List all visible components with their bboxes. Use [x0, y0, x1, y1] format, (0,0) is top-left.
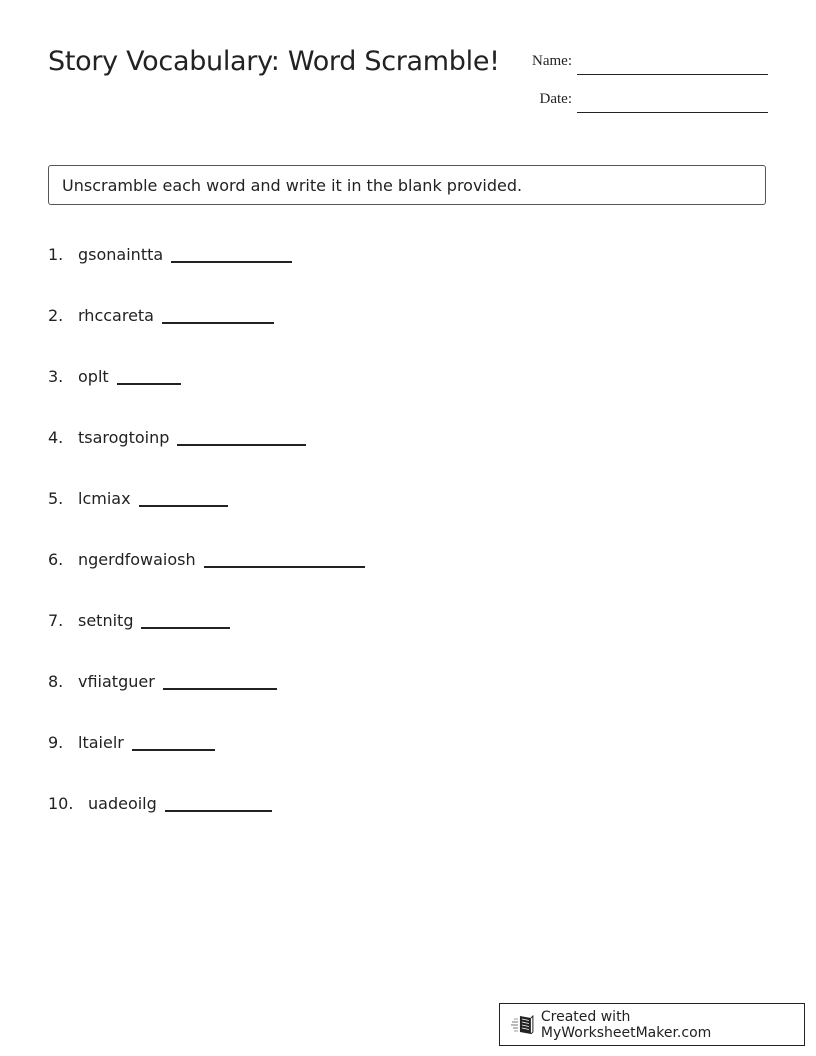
- list-item: [48, 672, 277, 691]
- item-number: 9.: [48, 733, 64, 752]
- list-item: [48, 794, 272, 813]
- list-item: [48, 367, 181, 386]
- instructions-text: Unscramble each word and write it in the blank provided.: [62, 175, 523, 195]
- list-item: [48, 428, 306, 447]
- scrambled-word: oplt: [78, 367, 109, 386]
- answer-blank[interactable]: [204, 565, 365, 568]
- scrambled-word: ltaielr: [78, 733, 124, 752]
- answer-blank[interactable]: [171, 260, 292, 263]
- item-number: 8.: [48, 672, 64, 691]
- scrambled-word: rhccareta: [78, 306, 154, 325]
- answer-blank[interactable]: [163, 687, 277, 690]
- scrambled-word: lcmiax: [78, 489, 131, 508]
- item-number: 4.: [48, 428, 64, 447]
- scrambled-word: tsarogtoinp: [78, 428, 170, 447]
- page-title: Story Vocabulary: Word Scramble!: [48, 46, 500, 77]
- footer-text: Created with MyWorksheetMaker.com: [540, 1008, 712, 1041]
- answer-blank[interactable]: [162, 321, 274, 324]
- list-item: [48, 550, 365, 569]
- name-label: Name:: [532, 53, 572, 69]
- footer-badge: [499, 1003, 805, 1046]
- item-number: 5.: [48, 489, 64, 508]
- date-label: Date:: [539, 91, 572, 107]
- scrambled-word: gsonaintta: [78, 245, 164, 264]
- name-blank[interactable]: [577, 74, 768, 75]
- date-field-row: [520, 90, 770, 114]
- item-number: 2.: [48, 306, 64, 325]
- list-item: [48, 489, 228, 508]
- answer-blank[interactable]: [132, 748, 215, 751]
- worksheet-logo-icon: [511, 1014, 535, 1036]
- answer-blank[interactable]: [139, 504, 228, 507]
- item-number: 1.: [48, 245, 64, 264]
- list-item: [48, 306, 274, 325]
- scrambled-word: setnitg: [78, 611, 134, 630]
- scrambled-word: ngerdfowaiosh: [78, 550, 196, 569]
- answer-blank[interactable]: [165, 809, 272, 812]
- scrambled-word: vfiiatguer: [78, 672, 155, 691]
- list-item: [48, 611, 230, 630]
- list-item: [48, 733, 215, 752]
- item-number: 7.: [48, 611, 64, 630]
- instructions-box: [48, 165, 766, 205]
- scrambled-word: uadeoilg: [88, 794, 157, 813]
- name-field-row: [520, 52, 770, 76]
- answer-blank[interactable]: [141, 626, 230, 629]
- item-number: 6.: [48, 550, 64, 569]
- date-blank[interactable]: [577, 112, 768, 113]
- list-item: [48, 245, 292, 264]
- item-number: 10.: [48, 794, 74, 813]
- answer-blank[interactable]: [117, 382, 181, 385]
- answer-blank[interactable]: [177, 443, 306, 446]
- item-number: 3.: [48, 367, 64, 386]
